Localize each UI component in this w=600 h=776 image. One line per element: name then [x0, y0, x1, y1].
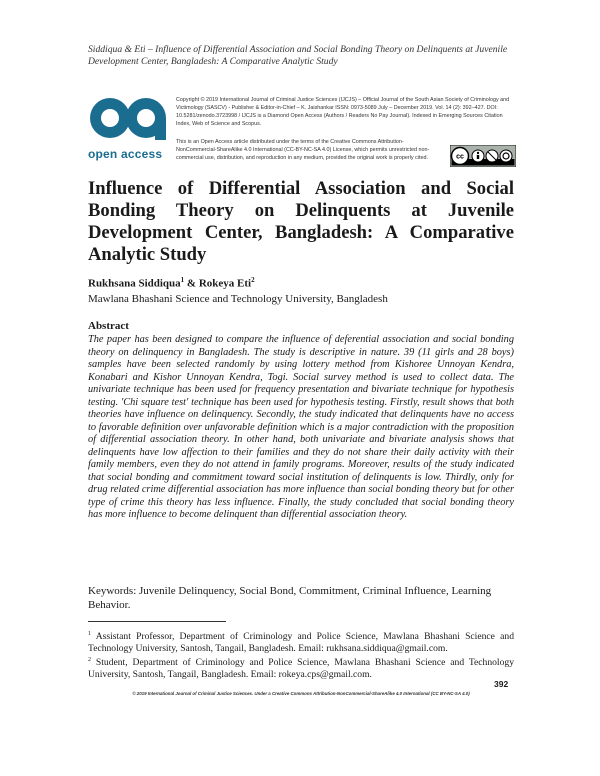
footer-license-line: © 2019 International Journal of Criminal Justice Sciences. Under a Creative Commons Attribution-NonCommercial-ShareAlike 4.0 International (CC BY-NC-SA 4.0)	[132, 691, 470, 696]
cc-badge-text: cc	[456, 153, 464, 161]
logo-text: open access	[88, 147, 163, 161]
open-access-logo	[88, 92, 168, 144]
footnote-2-text: Student, Department of Criminology and Police Science, Mawlana Bhashani Science and Technology University, Santosh, Tangail, Bangladesh. Email: rokeya.cps@gmail.com.	[88, 657, 514, 681]
abstract-text: The paper has been designed to compare the influence of deferential association and social bonding theory on delinquency in Bangladesh. The study is descriptive in nature. 39 (11 girls and 28 boys) samples have been selected randomly by using lottery method from Kishoree Unnoyan Kendra, Konabari and Kishor Unnoyan Kendra, Togi. Social survey method is used to collect data. The univariate technique has been used for frequency presentation and bivariate technique for hypothesis testing. 'Chi square test' technique has been used for hypothesis testing. Firstly, result shows that both theories have influence on delinquency. Secondly, the study indicated that delinquents have no access to favorable definition over unfavorable definition which is a major contradiction with the proposition of differential association theory. In other hand, both univariate and bivariate analysis shows that delinquents have low affection to their families and they do not share their daily activity with their family members, even they do not attend in family programs. Moreover, results of the study indicated that social bonding and commitment toward social institution of delinquents is low. Thirdly, only for drug related crime differential association has more influence than social bonding theory but for other type of crime this theory has less influence. Finally, the study concluded that social bonding theory has more influence to become delinquent than differential association theory.	[88, 334, 514, 520]
article-title: Influence of Differential Association and Social Bonding Theory on Delinquents at Juvenile Development Center, Bangladesh: A Comparative Analytic Study	[88, 178, 514, 265]
abstract-heading: Abstract	[88, 320, 129, 332]
footnote-separator	[88, 621, 226, 622]
footnote-1-text: Assistant Professor, Department of Criminology and Police Science, Mawlana Bhashani Science and Technology University, Santosh, Tangail, Bangladesh. Email: rukhsana.siddiqua@gmail.com.	[88, 631, 514, 655]
author-second-mark: 2	[251, 276, 255, 284]
affiliation: Mawlana Bhashani Science and Technology University, Bangladesh	[88, 293, 388, 305]
footnote-1-mark: 1	[88, 631, 91, 637]
page-number: 392	[494, 679, 509, 689]
author-first: Rukhsana Siddiqua	[88, 277, 181, 290]
footnote-1	[88, 628, 514, 655]
author-separator: &	[184, 277, 199, 290]
keywords: Keywords: Juvenile Delinquency, Social Bond, Commitment, Criminal Influence, Learning Behavior.	[88, 585, 492, 611]
footnote-2	[88, 654, 514, 681]
running-head: Siddiqua & Eti – Influence of Differential Association and Social Bonding Theory on Delinquents at Juvenile Development Center, Bangladesh: A Comparative Analytic Study	[88, 44, 508, 67]
license-notice: This is an Open Access article distributed under the terms of the Creative Commons Attribution-NonCommercial-ShareAlike 4.0 International (CC-BY-NC-SA 4.0) License, which permits unrestricted non-commercial use, distribution, and reproduction in any medium, provided the original work is properly cited.	[176, 139, 430, 162]
author-second: Rokeya Eti	[198, 277, 252, 290]
footnote-2-mark: 2	[88, 657, 91, 663]
author-first-mark: 1	[180, 276, 185, 284]
copyright-notice: Copyright © 2019 International Journal of Criminal Justice Sciences (IJCJS) – Official Journal of the South Asian Society of Criminology and Victimology (SASCV) - Publisher & Editor-in-Chief – K. Jaishankar ISSN: 0973-5089 July – December 2019. Vol. 14 (2): 392–427. DOI: 10.5281/zenodo.3723998 / IJCJS is a Diamond Open Access (Authors / Readers No Pay Journal). Indexed in Emerging Sources Citation Index, Web of Science and Scopus.	[176, 97, 510, 128]
authors	[88, 276, 255, 290]
cc-by-nc-sa-badge	[450, 145, 516, 167]
